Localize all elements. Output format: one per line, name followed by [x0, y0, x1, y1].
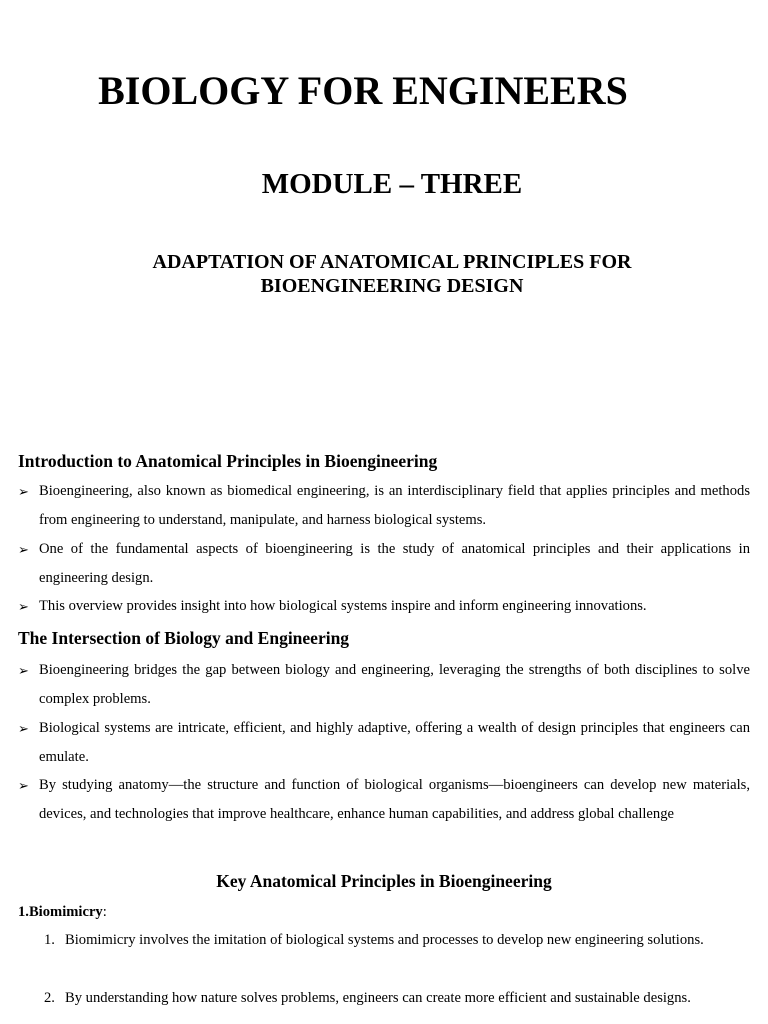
bullet-item	[18, 771, 750, 829]
bullet-text: One of the fundamental aspects of bioengineering is the study of anatomical principles and their applications in engineering design.	[39, 541, 750, 586]
arrow-bullet-icon: ➢	[18, 599, 29, 614]
section-heading-intersection: The Intersection of Biology and Engineering	[18, 628, 350, 648]
arrow-bullet-icon: ➢	[18, 778, 29, 793]
numbered-item	[44, 926, 750, 955]
bullet-text: This overview provides insight into how biological systems inspire and inform engineering innovations.	[39, 598, 647, 614]
document-title: BIOLOGY FOR ENGINEERS	[98, 68, 628, 113]
bullet-text: Biological systems are intricate, efficient, and highly adaptive, offering a wealth of design principles that engineers can emulate.	[39, 720, 750, 765]
bullet-item	[18, 656, 750, 714]
module-heading: MODULE – THREE	[261, 168, 523, 200]
principle-title: Biomimicry	[28, 904, 103, 920]
bullet-item	[18, 592, 750, 621]
bullet-item	[18, 535, 750, 593]
section-heading-introduction: Introduction to Anatomical Principles in Bioengineering	[18, 451, 438, 471]
item-text: By understanding how nature solves problems, engineers can create more efficient and sustainable designs.	[65, 990, 691, 1006]
bullet-item	[18, 714, 750, 772]
arrow-bullet-icon: ➢	[18, 721, 29, 736]
arrow-bullet-icon: ➢	[18, 542, 29, 557]
principle-colon: :	[102, 904, 107, 920]
bullet-text: Bioengineering, also known as biomedical engineering, is an interdisciplinary field that applies principles and methods from engineering to understand, manipulate, and harness biological systems.	[39, 483, 750, 528]
bullet-text: By studying anatomy—the structure and function of biological organisms—bioengineers can develop new materials, devices, and technologies that improve healthcare, enhance human capabilities, and address global challenge	[39, 777, 750, 822]
subtitle-line-2: BIOENGINEERING DESIGN	[260, 275, 524, 297]
key-principles-heading: Key Anatomical Principles in Bioengineering	[216, 871, 552, 891]
item-number: 1.	[44, 932, 55, 948]
bullet-text: Bioengineering bridges the gap between biology and engineering, leveraging the strengths of both disciplines to solve complex problems.	[39, 662, 750, 707]
arrow-bullet-icon: ➢	[18, 663, 29, 678]
item-number: 2.	[44, 990, 55, 1006]
numbered-item	[44, 984, 750, 1013]
bullet-item	[18, 477, 750, 535]
principle-number: 1.	[18, 904, 29, 920]
principle-heading-biomimicry	[18, 901, 107, 923]
subtitle	[0, 250, 768, 298]
subtitle-line-1: ADAPTATION OF ANATOMICAL PRINCIPLES FOR	[152, 251, 632, 273]
item-text: Biomimicry involves the imitation of biological systems and processes to develop new engineering solutions.	[65, 932, 704, 948]
arrow-bullet-icon: ➢	[18, 484, 29, 499]
